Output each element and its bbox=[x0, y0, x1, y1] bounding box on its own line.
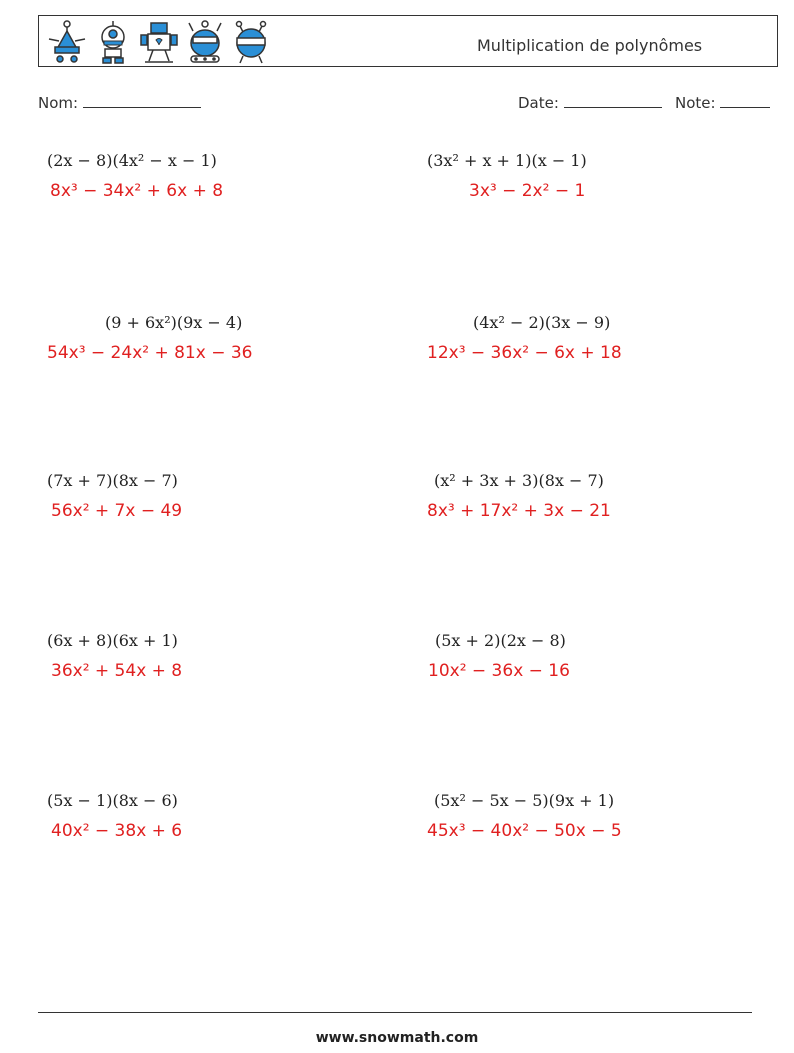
robot-icon-4 bbox=[185, 19, 225, 65]
name-blank[interactable] bbox=[83, 93, 201, 108]
problem-question: (9 + 6x²)(9x − 4) bbox=[105, 313, 243, 332]
problem-6 bbox=[427, 471, 611, 521]
problem-2 bbox=[427, 151, 587, 201]
grade-field[interactable] bbox=[675, 93, 770, 112]
problem-answer: 12x³ − 36x² − 6x + 18 bbox=[427, 343, 622, 363]
problem-answer: 3x³ − 2x² − 1 bbox=[469, 181, 586, 201]
robot-icon-1 bbox=[47, 19, 87, 65]
problem-answer: 40x² − 38x + 6 bbox=[51, 821, 183, 841]
robot-icon-3 bbox=[139, 19, 179, 65]
name-label: Nom: bbox=[38, 94, 79, 112]
problem-question: (2x − 8)(4x² − x − 1) bbox=[47, 151, 217, 170]
sheet-title: Multiplication de polynômes bbox=[477, 36, 703, 55]
robot-icon-5 bbox=[231, 19, 271, 65]
problem-5 bbox=[47, 471, 182, 521]
date-field[interactable] bbox=[518, 93, 662, 112]
problem-answer: 56x² + 7x − 49 bbox=[51, 501, 183, 521]
date-blank[interactable] bbox=[564, 93, 662, 108]
problem-question: (x² + 3x + 3)(8x − 7) bbox=[434, 471, 604, 490]
problem-4 bbox=[427, 313, 622, 363]
date-label: Date: bbox=[518, 94, 559, 112]
problem-question: (5x² − 5x − 5)(9x + 1) bbox=[434, 791, 615, 810]
footer-url[interactable]: www.snowmath.com bbox=[315, 1030, 479, 1046]
footer-divider bbox=[38, 1012, 752, 1013]
problem-question: (5x + 2)(2x − 8) bbox=[435, 631, 566, 650]
problem-question: (7x + 7)(8x − 7) bbox=[47, 471, 178, 490]
grade-blank[interactable] bbox=[720, 93, 770, 108]
problem-9 bbox=[47, 791, 182, 841]
problem-answer: 8x³ − 34x² + 6x + 8 bbox=[50, 181, 224, 201]
problem-answer: 36x² + 54x + 8 bbox=[51, 661, 183, 681]
problem-answer: 54x³ − 24x² + 81x − 36 bbox=[47, 343, 253, 363]
problem-10 bbox=[427, 791, 622, 841]
problem-question: (3x² + x + 1)(x − 1) bbox=[427, 151, 587, 170]
problem-3 bbox=[47, 313, 253, 363]
problem-answer: 45x³ − 40x² − 50x − 5 bbox=[427, 821, 622, 841]
name-field[interactable] bbox=[38, 93, 201, 112]
robot-icon-2 bbox=[93, 19, 133, 65]
problem-8 bbox=[427, 631, 570, 681]
problem-1 bbox=[47, 151, 223, 201]
grade-label: Note: bbox=[675, 94, 716, 112]
header-box bbox=[38, 15, 778, 67]
problem-question: (6x + 8)(6x + 1) bbox=[47, 631, 178, 650]
problem-7 bbox=[47, 631, 182, 681]
problem-question: (5x − 1)(8x − 6) bbox=[47, 791, 178, 810]
problem-answer: 8x³ + 17x² + 3x − 21 bbox=[427, 501, 611, 521]
problem-answer: 10x² − 36x − 16 bbox=[428, 661, 570, 681]
robot-icons bbox=[47, 19, 271, 65]
problem-question: (4x² − 2)(3x − 9) bbox=[473, 313, 611, 332]
